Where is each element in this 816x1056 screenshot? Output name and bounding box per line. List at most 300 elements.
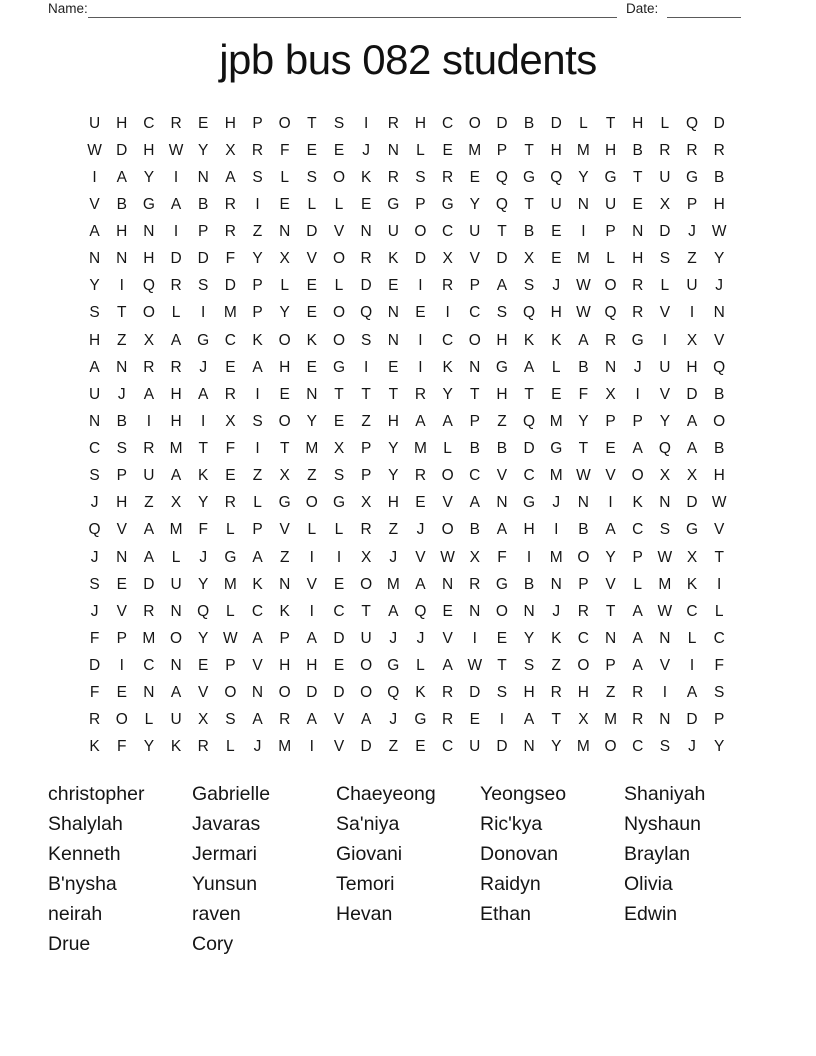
grid-letter: N [251, 684, 264, 702]
grid-letter: A [89, 223, 100, 241]
grid-letter: L [334, 277, 344, 295]
grid-letter: W [440, 548, 455, 566]
grid-letter: W [711, 223, 727, 241]
grid-letter: L [416, 657, 425, 675]
grid-letter: Q [88, 521, 101, 539]
grid-letter: A [252, 629, 263, 647]
grid-letter: L [687, 629, 697, 647]
grid-letter: W [576, 467, 591, 485]
grid-letter: I [119, 277, 124, 295]
grid-letter: F [117, 738, 127, 756]
grid-letter: V [442, 629, 453, 647]
grid-letter: O [441, 467, 454, 485]
page-title: jpb bus 082 students [219, 36, 597, 83]
grid-letter: R [170, 114, 182, 132]
grid-letter: I [662, 684, 668, 702]
grid-letter: L [226, 521, 235, 539]
grid-letter: N [143, 684, 155, 702]
grid-letter: E [415, 304, 426, 322]
grid-letter: N [632, 223, 644, 241]
grid-letter: C [577, 629, 589, 647]
grid-letter: S [415, 168, 426, 186]
grid-letter: Y [306, 412, 317, 430]
grid-letter: O [468, 331, 481, 349]
grid-letter: R [632, 304, 644, 322]
grid-letter: V [659, 304, 671, 322]
grid-letter: I [608, 494, 613, 512]
grid-letter: E [388, 277, 399, 295]
grid-letter: K [170, 738, 182, 756]
grid-letter: I [526, 548, 532, 566]
grid-letter: O [278, 412, 291, 430]
grid-letter: M [576, 250, 590, 268]
grid-letter: P [605, 657, 616, 675]
grid-letter: P [116, 467, 127, 485]
grid-letter: Z [388, 738, 399, 756]
grid-letter: H [279, 657, 291, 675]
grid-letter: J [253, 738, 262, 756]
grid-letter: K [388, 250, 399, 268]
grid-letter: O [170, 629, 183, 647]
grid-letter: U [659, 358, 671, 376]
grid-letter: M [223, 575, 237, 593]
grid-letter: H [414, 114, 427, 132]
grid-letter: I [255, 440, 260, 458]
grid-letter: L [307, 195, 317, 213]
grid-letter: N [116, 548, 128, 566]
grid-letter: K [686, 575, 698, 593]
grid-letter: L [416, 141, 425, 159]
grid-letter: A [143, 521, 155, 539]
grid-letter: D [88, 657, 101, 675]
grid-letter: S [523, 277, 535, 295]
grid-letter: X [360, 548, 372, 566]
grid-letter: F [225, 440, 236, 458]
grid-letter: I [581, 223, 586, 241]
grid-letter: M [142, 629, 156, 647]
grid-letter: A [442, 657, 453, 675]
grid-letter: Y [89, 277, 100, 295]
grid-letter: S [496, 684, 508, 702]
grid-letter: R [414, 467, 427, 485]
grid-letter: C [442, 738, 454, 756]
grid-letter: D [686, 494, 698, 512]
grid-letter: I [309, 548, 314, 566]
grid-letter: O [414, 223, 427, 241]
grid-letter: P [496, 141, 508, 159]
grid-letter: V [415, 548, 426, 566]
grid-letter: K [198, 467, 209, 485]
word-list-item: Javaras [192, 813, 261, 835]
grid-letter: C [469, 467, 481, 485]
grid-letter: O [713, 412, 726, 430]
grid-letter: P [578, 575, 589, 593]
grid-letter: E [306, 141, 317, 159]
grid-letter: Q [495, 195, 508, 213]
grid-letter: I [119, 657, 124, 675]
grid-letter: N [360, 223, 372, 241]
grid-letter: K [551, 629, 562, 647]
grid-letter: R [143, 602, 155, 620]
grid-letter: V [89, 195, 100, 213]
grid-letter: J [117, 385, 126, 403]
grid-letter: A [388, 602, 399, 620]
grid-letter: B [469, 440, 480, 458]
grid-letter: K [360, 168, 372, 186]
grid-letter: E [605, 440, 616, 458]
grid-letter: Y [523, 629, 535, 647]
grid-letter: K [632, 494, 643, 512]
grid-letter: P [714, 711, 725, 729]
word-list-item: Giovani [336, 843, 403, 865]
grid-letter: U [550, 195, 562, 213]
grid-letter: R [143, 358, 155, 376]
grid-letter: W [711, 494, 727, 512]
grid-letter: S [116, 440, 127, 458]
grid-letter: E [225, 358, 236, 376]
grid-letter: E [333, 141, 345, 159]
grid-letter: E [116, 575, 127, 593]
grid-letter: P [415, 195, 426, 213]
grid-letter: L [171, 548, 181, 566]
grid-letter: O [278, 114, 291, 132]
grid-letter: P [686, 195, 698, 213]
grid-letter: O [278, 684, 291, 702]
grid-letter: W [657, 548, 673, 566]
grid-letter: X [279, 467, 290, 485]
grid-letter: S [306, 168, 317, 186]
grid-letter: H [116, 114, 128, 132]
grid-letter: C [442, 331, 454, 349]
word-list-column [624, 779, 705, 929]
word-list-item: Olivia [624, 873, 673, 895]
grid-letter: H [523, 521, 535, 539]
grid-letter: L [144, 711, 154, 729]
grid-letter: N [143, 223, 155, 241]
grid-letter: N [469, 602, 481, 620]
grid-letter: S [252, 168, 263, 186]
grid-letter: N [550, 575, 562, 593]
grid-letter: J [389, 711, 398, 729]
grid-letter: A [578, 331, 589, 349]
grid-letter: U [604, 195, 617, 213]
grid-letter: R [632, 711, 644, 729]
date-label: Date: [626, 1, 659, 16]
grid-letter: U [469, 223, 481, 241]
grid-letter: A [496, 521, 508, 539]
grid-letter: Y [714, 250, 725, 268]
grid-letter: P [252, 521, 263, 539]
word-list-item: Yeongseo [480, 783, 567, 805]
grid-letter: O [332, 250, 346, 268]
grid-letter: X [605, 385, 616, 403]
grid-letter: B [523, 114, 535, 132]
word-list-item: neirah [48, 903, 103, 925]
grid-letter: Q [495, 168, 508, 186]
grid-letter: T [334, 385, 344, 403]
grid-letter: A [415, 412, 426, 430]
grid-letter: Z [551, 657, 561, 675]
grid-letter: Y [143, 738, 155, 756]
grid-letter: P [279, 629, 290, 647]
grid-letter: O [604, 277, 617, 295]
grid-letter: R [251, 141, 264, 159]
grid-letter: H [496, 385, 508, 403]
grid-letter: E [333, 657, 345, 675]
grid-letter: W [168, 141, 184, 159]
grid-letter: M [413, 440, 427, 458]
grid-letter: T [361, 385, 371, 403]
grid-letter: U [170, 575, 182, 593]
grid-letter: P [469, 412, 480, 430]
grid-letter: B [198, 195, 209, 213]
grid-letter: J [199, 358, 208, 376]
grid-letter: D [496, 738, 508, 756]
grid-letter: D [414, 250, 427, 268]
grid-letter: I [472, 629, 477, 647]
grid-letter: D [496, 250, 508, 268]
grid-letter: Y [279, 304, 290, 322]
grid-letter: W [657, 602, 673, 620]
grid-letter: Z [252, 223, 263, 241]
grid-letter: G [387, 657, 400, 675]
grid-letter: T [388, 385, 399, 403]
grid-letter: N [604, 629, 617, 647]
grid-letter: I [146, 412, 152, 430]
grid-letter: O [142, 304, 155, 322]
grid-letter: J [90, 494, 99, 512]
grid-letter: H [170, 385, 182, 403]
grid-letter: O [360, 575, 373, 593]
grid-letter: P [252, 277, 263, 295]
grid-letter: N [170, 602, 182, 620]
grid-letter: M [576, 738, 590, 756]
grid-letter: P [632, 412, 643, 430]
word-list-item: raven [192, 903, 241, 925]
grid-letter: R [632, 277, 644, 295]
grid-letter: O [332, 304, 346, 322]
grid-letter: Y [198, 494, 209, 512]
grid-letter: A [252, 711, 263, 729]
grid-letter: A [632, 602, 643, 620]
grid-letter: G [332, 494, 346, 512]
grid-letter: R [632, 684, 644, 702]
grid-letter: B [116, 195, 127, 213]
grid-letter: T [714, 548, 724, 566]
grid-letter: I [418, 331, 423, 349]
grid-letter: B [578, 358, 589, 376]
grid-letter: R [224, 195, 236, 213]
grid-letter: Y [551, 738, 562, 756]
name-label: Name: [48, 1, 88, 16]
grid-letter: A [415, 575, 426, 593]
word-list-item: Kenneth [48, 843, 121, 865]
grid-letter: H [116, 223, 128, 241]
grid-letter: E [496, 629, 508, 647]
grid-letter: T [551, 711, 561, 729]
grid-letter: Q [387, 684, 400, 702]
grid-letter: I [309, 602, 314, 620]
grid-letter: Q [713, 358, 726, 376]
grid-letter: C [442, 114, 454, 132]
grid-letter: H [604, 141, 617, 159]
grid-letter: Q [685, 114, 699, 132]
grid-letter: A [143, 548, 155, 566]
grid-letter: H [577, 684, 589, 702]
grid-letter: C [143, 114, 155, 132]
grid-letter: Y [198, 629, 209, 647]
grid-letter: U [686, 277, 698, 295]
grid-letter: N [116, 250, 128, 268]
grid-letter: Y [143, 168, 155, 186]
grid-letter: K [442, 358, 453, 376]
grid-letter: N [713, 304, 725, 322]
grid-letter: I [499, 711, 505, 729]
grid-letter: V [198, 684, 209, 702]
word-list-item: Gabrielle [192, 783, 271, 805]
grid-letter: E [306, 304, 317, 322]
grid-letter: R [414, 385, 427, 403]
grid-letter: C [686, 602, 698, 620]
grid-letter: X [686, 548, 698, 566]
grid-letter: Z [117, 331, 127, 349]
grid-letter: A [306, 711, 317, 729]
grid-letter: M [604, 711, 617, 729]
grid-letter: A [686, 684, 698, 702]
grid-letter: B [632, 141, 643, 159]
grid-letter: R [224, 223, 236, 241]
grid-letter: Z [605, 684, 616, 702]
grid-letter: Z [252, 467, 263, 485]
grid-letter: G [523, 168, 536, 186]
grid-letter: H [713, 195, 725, 213]
date-blank-line [667, 17, 741, 18]
grid-letter: H [387, 412, 399, 430]
grid-letter: N [442, 575, 454, 593]
grid-letter: G [224, 548, 237, 566]
grid-letter: I [363, 358, 369, 376]
grid-letter: R [442, 277, 454, 295]
grid-letter: H [224, 114, 236, 132]
grid-letter: R [360, 521, 372, 539]
grid-letter: E [360, 195, 372, 213]
grid-letter: L [660, 277, 670, 295]
grid-letter: J [389, 548, 398, 566]
grid-letter: D [306, 223, 318, 241]
grid-letter: A [89, 358, 100, 376]
grid-letter: U [360, 629, 372, 647]
word-list-item: Hevan [336, 903, 393, 925]
grid-letter: D [333, 629, 345, 647]
grid-letter: D [170, 250, 182, 268]
grid-letter: I [554, 521, 559, 539]
grid-letter: V [306, 250, 317, 268]
grid-letter: N [387, 331, 399, 349]
grid-letter: G [441, 195, 454, 213]
word-list-item: Ethan [480, 903, 531, 925]
grid-letter: B [469, 521, 480, 539]
grid-letter: F [279, 141, 290, 159]
grid-letter: J [552, 277, 561, 295]
word-list-column [192, 779, 270, 959]
grid-letter: D [197, 250, 209, 268]
grid-letter: N [197, 168, 209, 186]
word-list-item: B'nysha [48, 873, 117, 895]
grid-letter: D [224, 277, 236, 295]
grid-letter: T [470, 385, 480, 403]
grid-letter: N [496, 494, 508, 512]
grid-letter: H [632, 250, 644, 268]
grid-letter: O [604, 738, 617, 756]
grid-letter: L [579, 114, 588, 132]
grid-letter: H [523, 684, 535, 702]
grid-letter: H [550, 304, 562, 322]
grid-letter: K [551, 331, 562, 349]
grid-letter: Z [279, 548, 290, 566]
grid-letter: G [685, 521, 699, 539]
grid-letter: R [577, 602, 589, 620]
grid-letter: E [279, 385, 290, 403]
grid-letter: D [469, 684, 481, 702]
grid-letter: Q [360, 304, 373, 322]
grid-letter: M [658, 575, 672, 593]
grid-letter: S [360, 331, 372, 349]
grid-letter: N [659, 711, 671, 729]
word-list-item: Yunsun [192, 873, 258, 895]
grid-letter: B [578, 521, 589, 539]
grid-letter: T [524, 385, 534, 403]
grid-letter: S [659, 521, 671, 539]
grid-letter: R [550, 684, 562, 702]
grid-letter: J [199, 548, 208, 566]
grid-letter: H [496, 331, 508, 349]
grid-letter: E [442, 602, 453, 620]
grid-letter: L [334, 195, 344, 213]
grid-letter: E [116, 684, 127, 702]
grid-letter: A [306, 629, 317, 647]
grid-letter: G [278, 494, 291, 512]
grid-letter: T [578, 440, 589, 458]
grid-letter: A [632, 440, 643, 458]
grid-letter: L [660, 114, 670, 132]
grid-letter: S [659, 738, 671, 756]
grid-letter: U [469, 738, 481, 756]
grid-letter: J [715, 277, 724, 295]
grid-letter: F [497, 548, 507, 566]
grid-letter: I [173, 223, 179, 241]
grid-letter: Y [578, 168, 589, 186]
grid-letter: I [363, 114, 369, 132]
grid-letter: D [659, 223, 671, 241]
grid-letter: A [632, 657, 643, 675]
word-list [0, 779, 816, 979]
grid-letter: A [360, 711, 372, 729]
grid-letter: I [662, 331, 668, 349]
word-list-item: Ric'kya [480, 813, 543, 835]
grid-letter: R [387, 168, 399, 186]
grid-letter: X [225, 141, 236, 159]
grid-letter: I [445, 304, 450, 322]
grid-letter: L [443, 440, 452, 458]
grid-letter: E [415, 494, 426, 512]
grid-letter: K [306, 331, 317, 349]
word-list-item: Donovan [480, 843, 559, 865]
grid-letter: V [333, 223, 345, 241]
grid-letter: A [143, 385, 155, 403]
grid-letter: N [387, 304, 399, 322]
grid-letter: J [416, 629, 425, 647]
grid-letter: Y [469, 195, 480, 213]
